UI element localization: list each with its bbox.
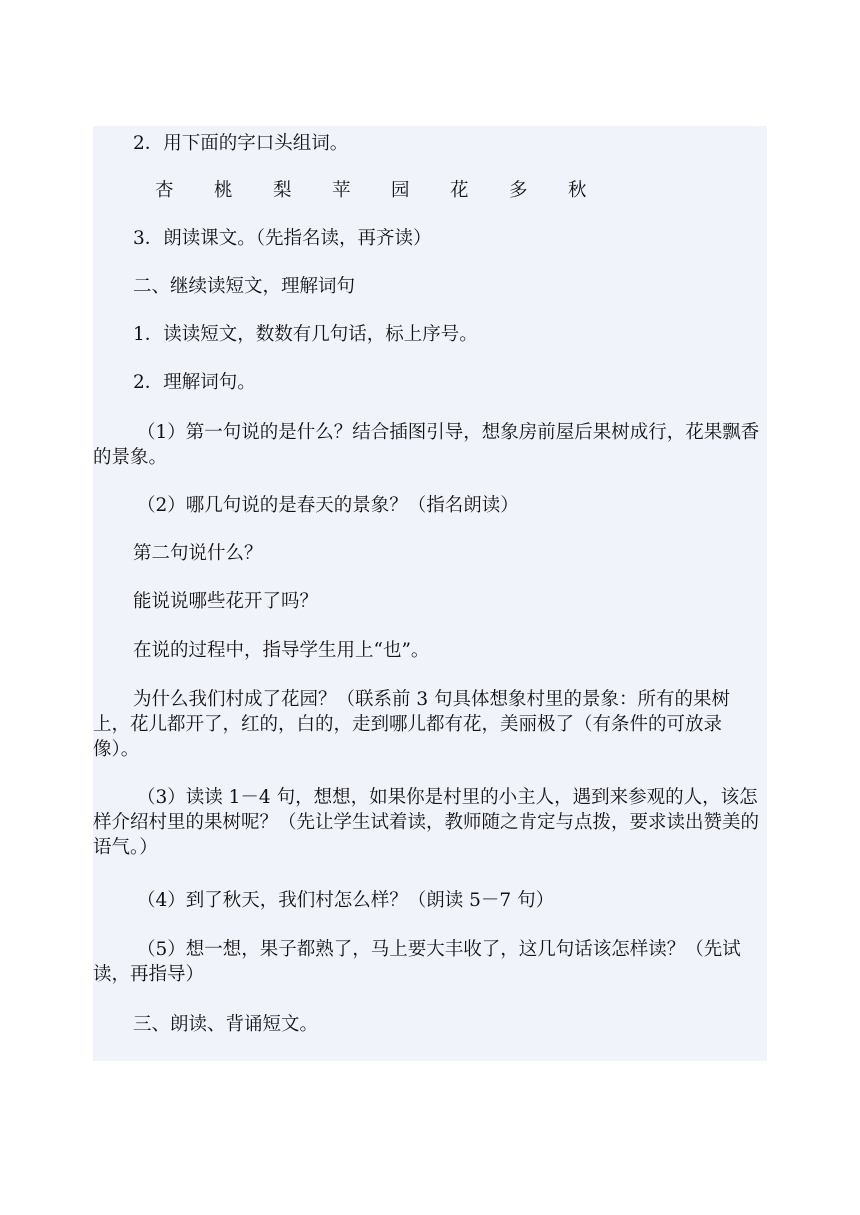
char-tao: 桃: [214, 180, 233, 201]
question-2: （2）哪几句说的是春天的景象？（指名朗读）: [137, 495, 519, 516]
char-hua: 花: [450, 180, 469, 201]
char-duo: 多: [509, 180, 528, 201]
question-5: （5）想一想，果子都熟了，马上要大丰收了，这几句话该怎样读？（先试读，再指导）: [93, 939, 741, 985]
second-sentence-prompt: 第二句说什么？: [133, 543, 263, 564]
question-4: （4）到了秋天，我们村怎么样？（朗读 5－7 句）: [137, 890, 555, 911]
section-2-heading: 二、继续读短文，理解词句: [133, 276, 356, 297]
char-ping: 苹: [332, 180, 351, 201]
section-3-heading: 三、朗读、背诵短文。: [133, 1014, 319, 1035]
character-list: [155, 178, 627, 203]
document-page: [93, 126, 767, 1061]
item-3-read-aloud: 3．朗读课文。（先指名读，再齐读）: [133, 228, 432, 249]
item-2-word-groups: 2．用下面的字口头组词。: [133, 133, 349, 154]
char-qiu: 秋: [568, 180, 587, 201]
question-3: （3）读读 1－4 句，想想，如果你是村里的小主人，遇到来参观的人，该怎样介绍村里的果树呢？（先让学生试着读，教师随之肯定与点拨，要求读出赞美的语气。）: [93, 787, 760, 858]
use-ye-guidance: 在说的过程中，指导学生用上“也”。: [133, 640, 430, 661]
question-1: （1）第一句说的是什么？结合插图引导，想象房前屋后果树成行，花果飘香的景象。: [93, 422, 760, 468]
char-xing: 杏: [155, 180, 174, 201]
char-yuan: 园: [391, 180, 410, 201]
why-garden-paragraph: 为什么我们村成了花园？（联系前 3 句具体想象村里的景象：所有的果树上，花儿都开了，红的，白的，走到哪儿都有花，美丽极了（有条件的可放录像）。: [93, 689, 731, 760]
item-2-understand: 2．理解词句。: [133, 372, 256, 393]
char-li: 梨: [273, 180, 292, 201]
which-flowers-prompt: 能说说哪些花开了吗？: [133, 591, 319, 612]
item-1-count-sentences: 1．读读短文，数数有几句话，标上序号。: [133, 324, 478, 345]
